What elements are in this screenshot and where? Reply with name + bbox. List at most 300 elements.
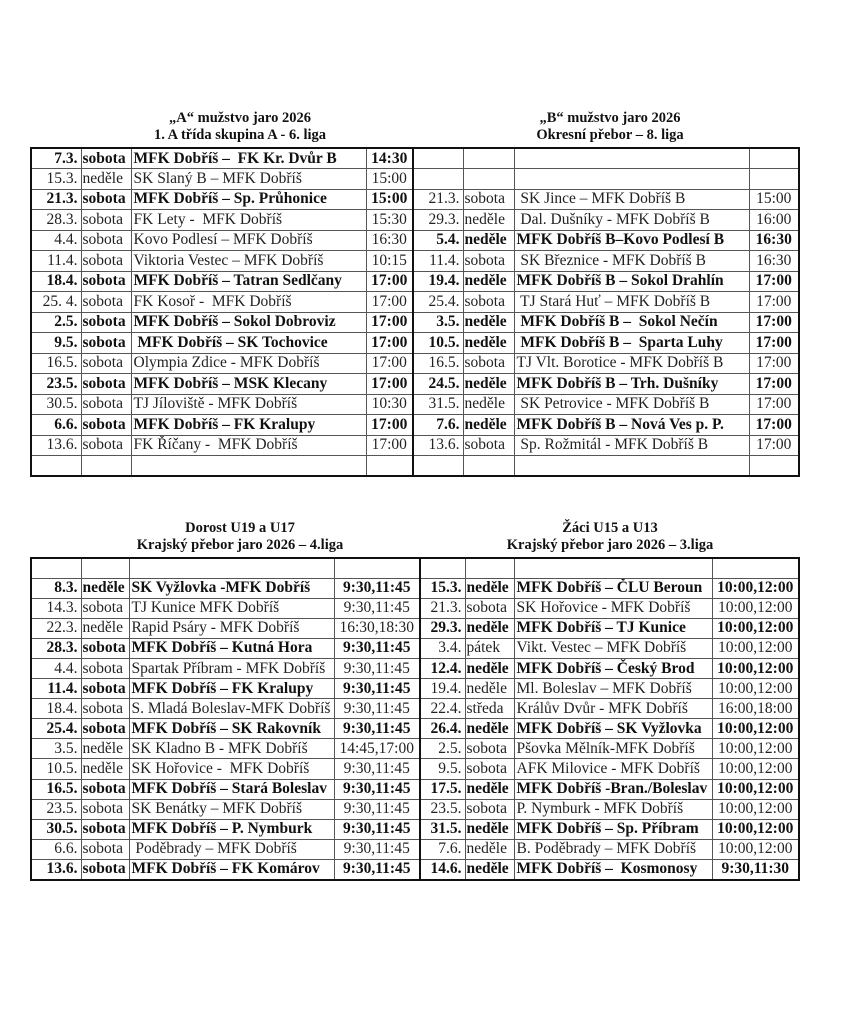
match-date: 31.5. <box>413 394 463 415</box>
match-teams: MFK Dobříš B – Sparta Luhy <box>514 333 749 354</box>
match-day: sobota <box>81 799 129 819</box>
match-teams: Ml. Boleslav – MFK Dobříš <box>514 679 712 699</box>
match-date: 9.5. <box>420 759 465 779</box>
match-teams: SK Březnice - MFK Dobříš B <box>514 251 749 272</box>
table-row <box>31 739 799 759</box>
match-date: 6.6. <box>31 415 81 436</box>
match-date: 18.4. <box>31 271 81 292</box>
match-teams: FK Kosoř - MFK Dobříš <box>131 292 366 313</box>
match-day: sobota <box>465 799 514 819</box>
match-day: neděle <box>463 374 514 395</box>
match-time: 17:00 <box>749 312 799 333</box>
match-teams: MFK Dobříš – FK Kr. Dvůr B <box>131 148 366 169</box>
match-day: sobota <box>81 859 129 879</box>
match-time: 17:00 <box>366 292 413 313</box>
table-row <box>31 210 799 231</box>
match-day: sobota <box>81 353 131 374</box>
match-teams: FK Říčany - MFK Dobříš <box>131 435 366 456</box>
match-day <box>465 558 514 578</box>
match-teams <box>514 558 712 578</box>
match-time: 16:30,18:30 <box>334 618 420 638</box>
match-time: 17:00 <box>366 415 413 436</box>
match-date: 5.4. <box>413 230 463 251</box>
match-teams: MFK Dobříš B – Sokol Drahlín <box>514 271 749 292</box>
schedule-table-a-b <box>30 147 800 477</box>
match-time: 14:30 <box>366 148 413 169</box>
match-date: 6.6. <box>31 839 81 859</box>
match-teams: SK Benátky – MFK Dobříš <box>129 799 334 819</box>
match-date: 7.3. <box>31 148 81 169</box>
match-day: sobota <box>81 658 129 678</box>
match-day <box>81 456 131 477</box>
match-time: 9:30,11:45 <box>334 598 420 618</box>
match-day: neděle <box>465 578 514 598</box>
match-date: 28.3. <box>31 638 81 658</box>
match-date: 11.4. <box>31 251 81 272</box>
match-teams: SK Jince – MFK Dobříš B <box>514 189 749 210</box>
match-time: 9:30,11:45 <box>334 779 420 799</box>
match-teams: Viktoria Vestec – MFK Dobříš <box>131 251 366 272</box>
section-title: „B“ mužstvo jaro 2026 <box>539 110 681 126</box>
match-time <box>366 456 413 477</box>
match-time: 14:45,17:00 <box>334 739 420 759</box>
match-day: sobota <box>465 598 514 618</box>
match-teams <box>514 169 749 190</box>
match-day: neděle <box>465 658 514 678</box>
match-time: 10:00,12:00 <box>712 779 799 799</box>
section-title: „A“ mužstvo jaro 2026 <box>169 110 311 126</box>
table-row <box>31 578 799 598</box>
table-row <box>31 148 799 169</box>
match-time: 9:30,11:45 <box>334 679 420 699</box>
match-time: 10:00,12:00 <box>712 618 799 638</box>
match-time: 17:00 <box>749 435 799 456</box>
match-day: sobota <box>463 292 514 313</box>
table-row <box>31 839 799 859</box>
match-teams: Rapid Psáry - MFK Dobříš <box>129 618 334 638</box>
match-date: 17.5. <box>420 779 465 799</box>
match-teams: MFK Dobříš – ČLU Beroun <box>514 578 712 598</box>
section-dorost-title <box>90 520 390 554</box>
match-date <box>413 456 463 477</box>
match-time: 9:30,11:45 <box>334 759 420 779</box>
match-teams: MFK Dobříš – FK Komárov <box>129 859 334 879</box>
match-time: 16:00 <box>749 210 799 231</box>
match-day: neděle <box>463 333 514 354</box>
match-date: 21.3. <box>31 189 81 210</box>
match-date: 4.4. <box>31 658 81 678</box>
match-day: pátek <box>465 638 514 658</box>
match-time: 16:00,18:00 <box>712 699 799 719</box>
match-date: 19.4. <box>420 679 465 699</box>
match-time <box>712 558 799 578</box>
table-row <box>31 799 799 819</box>
match-teams: TJ Jíloviště - MFK Dobříš <box>131 394 366 415</box>
match-day: neděle <box>463 394 514 415</box>
match-day: sobota <box>81 819 129 839</box>
match-date: 11.4. <box>31 679 81 699</box>
match-date: 16.5. <box>31 779 81 799</box>
match-teams: SK Vyžlovka -MFK Dobříš <box>129 578 334 598</box>
table-row <box>31 394 799 415</box>
match-time: 17:00 <box>749 374 799 395</box>
section-b-title <box>470 110 750 144</box>
match-time: 10:00,12:00 <box>712 739 799 759</box>
match-time: 10:00,12:00 <box>712 799 799 819</box>
match-teams: MFK Dobříš – SK Vyžlovka <box>514 719 712 739</box>
match-date: 23.5. <box>31 799 81 819</box>
match-date: 4.4. <box>31 230 81 251</box>
match-day: neděle <box>465 859 514 879</box>
match-time: 16:30 <box>749 251 799 272</box>
table-row <box>31 251 799 272</box>
match-time: 16:30 <box>366 230 413 251</box>
match-day: sobota <box>81 312 131 333</box>
match-teams <box>131 456 366 477</box>
match-teams: Olympia Zdice - MFK Dobříš <box>131 353 366 374</box>
match-day: neděle <box>465 779 514 799</box>
match-date: 22.3. <box>31 618 81 638</box>
match-teams <box>514 148 749 169</box>
match-time: 10:30 <box>366 394 413 415</box>
match-day: sobota <box>81 699 129 719</box>
match-time <box>334 558 420 578</box>
match-time: 9:30,11:45 <box>334 799 420 819</box>
table-row <box>31 353 799 374</box>
match-time: 9:30,11:45 <box>334 819 420 839</box>
match-day: neděle <box>463 230 514 251</box>
match-time: 10:00,12:00 <box>712 839 799 859</box>
match-date: 13.6. <box>31 859 81 879</box>
match-time: 10:15 <box>366 251 413 272</box>
match-day: sobota <box>81 210 131 231</box>
match-date: 7.6. <box>413 415 463 436</box>
match-time: 17:00 <box>366 353 413 374</box>
match-date: 29.3. <box>413 210 463 231</box>
match-day: sobota <box>81 189 131 210</box>
table-row <box>31 819 799 839</box>
match-date: 11.4. <box>413 251 463 272</box>
match-day: sobota <box>81 598 129 618</box>
match-date: 23.5. <box>31 374 81 395</box>
match-day: sobota <box>81 435 131 456</box>
table-row <box>31 456 799 477</box>
match-date: 2.5. <box>420 739 465 759</box>
match-date: 3.5. <box>413 312 463 333</box>
match-day: sobota <box>81 415 131 436</box>
match-day: sobota <box>81 719 129 739</box>
match-time: 17:00 <box>749 415 799 436</box>
match-teams: MFK Dobříš B – Sokol Nečín <box>514 312 749 333</box>
section-zaci-title <box>460 520 760 554</box>
table-row <box>31 312 799 333</box>
match-day: sobota <box>81 333 131 354</box>
match-date: 10.5. <box>413 333 463 354</box>
match-day: sobota <box>463 435 514 456</box>
schedule-table-youth <box>30 557 800 881</box>
match-date: 21.3. <box>413 189 463 210</box>
match-day: sobota <box>81 779 129 799</box>
section-subtitle: 1. A třída skupina A - 6. liga <box>153 127 327 143</box>
match-date: 29.3. <box>420 618 465 638</box>
match-teams: Vikt. Vestec – MFK Dobříš <box>514 638 712 658</box>
match-date: 9.5. <box>31 333 81 354</box>
match-teams: MFK Dobříš – Stará Boleslav <box>129 779 334 799</box>
match-day: sobota <box>463 251 514 272</box>
match-teams: MFK Dobříš – Sokol Dobroviz <box>131 312 366 333</box>
match-day: neděle <box>465 679 514 699</box>
match-date: 7.6. <box>420 839 465 859</box>
match-date: 2.5. <box>31 312 81 333</box>
match-date: 23.5. <box>420 799 465 819</box>
match-day: sobota <box>81 230 131 251</box>
table-row <box>31 333 799 354</box>
match-date <box>420 558 465 578</box>
match-time: 10:00,12:00 <box>712 598 799 618</box>
match-teams <box>514 456 749 477</box>
match-date: 22.4. <box>420 699 465 719</box>
table-row <box>31 292 799 313</box>
match-date: 16.5. <box>413 353 463 374</box>
match-date: 13.6. <box>31 435 81 456</box>
match-teams: Spartak Příbram - MFK Dobříš <box>129 658 334 678</box>
match-teams: MFK Dobříš – Kosmonosy <box>514 859 712 879</box>
match-time: 10:00,12:00 <box>712 819 799 839</box>
match-date: 3.5. <box>31 739 81 759</box>
match-time: 17:00 <box>749 271 799 292</box>
match-day: neděle <box>81 169 131 190</box>
match-date: 15.3. <box>31 169 81 190</box>
match-teams: MFK Dobříš – SK Tochovice <box>131 333 366 354</box>
match-day: neděle <box>81 578 129 598</box>
match-teams: MFK Dobříš – FK Kralupy <box>129 679 334 699</box>
match-date: 12.4. <box>420 658 465 678</box>
match-teams: MFK Dobříš – Český Brod <box>514 658 712 678</box>
match-time: 17:00 <box>749 353 799 374</box>
table-row <box>31 759 799 779</box>
match-date: 31.5. <box>420 819 465 839</box>
match-day: středa <box>465 699 514 719</box>
match-time: 17:00 <box>749 394 799 415</box>
match-teams: MFK Dobříš – Sp. Průhonice <box>131 189 366 210</box>
table-row <box>31 271 799 292</box>
match-day: neděle <box>465 618 514 638</box>
match-time: 10:00,12:00 <box>712 719 799 739</box>
table-row <box>31 598 799 618</box>
match-day: sobota <box>81 374 131 395</box>
match-teams: TJ Kunice MFK Dobříš <box>129 598 334 618</box>
match-day: sobota <box>465 739 514 759</box>
match-teams: MFK Dobříš B–Kovo Podlesí B <box>514 230 749 251</box>
match-day: sobota <box>81 271 131 292</box>
match-teams: SK Petrovice - MFK Dobříš B <box>514 394 749 415</box>
section-subtitle: Okresní přebor – 8. liga <box>536 127 684 143</box>
match-day: neděle <box>465 719 514 739</box>
table-row <box>31 189 799 210</box>
section-title: Žáci U15 a U13 <box>562 520 658 536</box>
match-day: sobota <box>463 189 514 210</box>
match-teams: P. Nymburk - MFK Dobříš <box>514 799 712 819</box>
match-time: 16:30 <box>749 230 799 251</box>
match-time: 15:30 <box>366 210 413 231</box>
match-teams: SK Hořovice - MFK Dobříš <box>514 598 712 618</box>
match-teams: TJ Vlt. Borotice - MFK Dobříš B <box>514 353 749 374</box>
match-teams: TJ Stará Huť – MFK Dobříš B <box>514 292 749 313</box>
match-teams: FK Lety - MFK Dobříš <box>131 210 366 231</box>
match-day: sobota <box>81 638 129 658</box>
match-teams: MFK Dobříš – P. Nymburk <box>129 819 334 839</box>
match-time: 17:00 <box>366 333 413 354</box>
match-time: 17:00 <box>366 271 413 292</box>
match-teams: MFK Dobříš – Tatran Sedlčany <box>131 271 366 292</box>
match-teams: MFK Dobříš – SK Rakovník <box>129 719 334 739</box>
match-date: 14.6. <box>420 859 465 879</box>
table-row <box>31 415 799 436</box>
match-teams: SK Kladno B - MFK Dobříš <box>129 739 334 759</box>
match-time: 17:00 <box>749 292 799 313</box>
table-row <box>31 679 799 699</box>
match-teams <box>129 558 334 578</box>
match-date <box>413 148 463 169</box>
match-time <box>749 456 799 477</box>
match-time: 9:30,11:45 <box>334 839 420 859</box>
match-date: 14.3. <box>31 598 81 618</box>
table-row <box>31 779 799 799</box>
match-time: 17:00 <box>366 312 413 333</box>
match-time: 9:30,11:45 <box>334 699 420 719</box>
match-day: neděle <box>465 819 514 839</box>
match-teams: SK Slaný B – MFK Dobříš <box>131 169 366 190</box>
match-day: sobota <box>81 148 131 169</box>
table-row <box>31 374 799 395</box>
match-time: 9:30,11:45 <box>334 658 420 678</box>
match-time: 15:00 <box>366 189 413 210</box>
table-row <box>31 658 799 678</box>
match-teams: MFK Dobříš – FK Kralupy <box>131 415 366 436</box>
match-time <box>749 148 799 169</box>
match-date: 18.4. <box>31 699 81 719</box>
section-a-title <box>100 110 380 144</box>
match-teams: B. Poděbrady – MFK Dobříš <box>514 839 712 859</box>
match-time: 10:00,12:00 <box>712 679 799 699</box>
match-teams: Kovo Podlesí – MFK Dobříš <box>131 230 366 251</box>
table-row <box>31 638 799 658</box>
match-teams: AFK Milovice - MFK Dobříš <box>514 759 712 779</box>
match-day: neděle <box>81 759 129 779</box>
table-row <box>31 719 799 739</box>
match-date: 13.6. <box>413 435 463 456</box>
match-date <box>413 169 463 190</box>
match-time: 17:00 <box>749 333 799 354</box>
match-day: neděle <box>463 415 514 436</box>
table-row <box>31 230 799 251</box>
match-time: 10:00,12:00 <box>712 578 799 598</box>
match-day: neděle <box>463 271 514 292</box>
match-date: 28.3. <box>31 210 81 231</box>
match-date <box>31 456 81 477</box>
match-teams: MFK Dobříš – Kutná Hora <box>129 638 334 658</box>
match-date: 8.3. <box>31 578 81 598</box>
match-time: 9:30,11:45 <box>334 719 420 739</box>
match-day <box>463 456 514 477</box>
match-teams: MFK Dobříš B – Nová Ves p. P. <box>514 415 749 436</box>
match-day: neděle <box>81 739 129 759</box>
match-date: 30.5. <box>31 819 81 839</box>
match-time: 17:00 <box>366 374 413 395</box>
match-teams: MFK Dobříš – MSK Klecany <box>131 374 366 395</box>
match-time: 17:00 <box>366 435 413 456</box>
match-date <box>31 558 81 578</box>
match-time: 9:30,11:45 <box>334 578 420 598</box>
table-row <box>31 699 799 719</box>
match-time: 15:00 <box>749 189 799 210</box>
match-teams: MFK Dobříš -Bran./Boleslav <box>514 779 712 799</box>
section-subtitle: Krajský přebor jaro 2026 – 3.liga <box>506 537 714 553</box>
match-teams: MFK Dobříš B – Trh. Dušníky <box>514 374 749 395</box>
match-time: 9:30,11:30 <box>712 859 799 879</box>
match-day: sobota <box>81 679 129 699</box>
match-date: 30.5. <box>31 394 81 415</box>
match-date: 24.5. <box>413 374 463 395</box>
match-date: 15.3. <box>420 578 465 598</box>
match-time: 9:30,11:45 <box>334 859 420 879</box>
match-day: sobota <box>463 353 514 374</box>
match-teams: Poděbrady – MFK Dobříš <box>129 839 334 859</box>
match-day: sobota <box>81 292 131 313</box>
match-time <box>749 169 799 190</box>
section-subtitle: Krajský přebor jaro 2026 – 4.liga <box>136 537 344 553</box>
table-row <box>31 435 799 456</box>
match-teams: SK Hořovice - MFK Dobříš <box>129 759 334 779</box>
match-teams: MFK Dobříš – TJ Kunice <box>514 618 712 638</box>
match-day: neděle <box>81 618 129 638</box>
match-time: 10:00,12:00 <box>712 658 799 678</box>
match-day: neděle <box>465 839 514 859</box>
match-time: 15:00 <box>366 169 413 190</box>
match-date: 21.3. <box>420 598 465 618</box>
match-day <box>463 148 514 169</box>
table-row <box>31 859 799 879</box>
section-title: Dorost U19 a U17 <box>185 520 295 536</box>
match-time: 10:00,12:00 <box>712 638 799 658</box>
match-date: 26.4. <box>420 719 465 739</box>
table-row <box>31 169 799 190</box>
table-row <box>31 558 799 578</box>
match-teams: Králův Dvůr - MFK Dobříš <box>514 699 712 719</box>
match-day: sobota <box>81 394 131 415</box>
match-date: 16.5. <box>31 353 81 374</box>
match-teams: Pšovka Mělník-MFK Dobříš <box>514 739 712 759</box>
match-date: 25.4. <box>31 719 81 739</box>
match-date: 10.5. <box>31 759 81 779</box>
match-teams: MFK Dobříš – Sp. Příbram <box>514 819 712 839</box>
match-day <box>463 169 514 190</box>
match-day <box>81 558 129 578</box>
match-day: sobota <box>81 251 131 272</box>
match-time: 9:30,11:45 <box>334 638 420 658</box>
match-date: 3.4. <box>420 638 465 658</box>
match-day: sobota <box>81 839 129 859</box>
match-date: 19.4. <box>413 271 463 292</box>
match-day: neděle <box>463 210 514 231</box>
match-day: sobota <box>465 759 514 779</box>
match-teams: Sp. Rožmitál - MFK Dobříš B <box>514 435 749 456</box>
match-time: 10:00,12:00 <box>712 759 799 779</box>
match-day: neděle <box>463 312 514 333</box>
table-row <box>31 618 799 638</box>
match-teams: S. Mladá Boleslav-MFK Dobříš <box>129 699 334 719</box>
match-teams: Dal. Dušníky - MFK Dobříš B <box>514 210 749 231</box>
